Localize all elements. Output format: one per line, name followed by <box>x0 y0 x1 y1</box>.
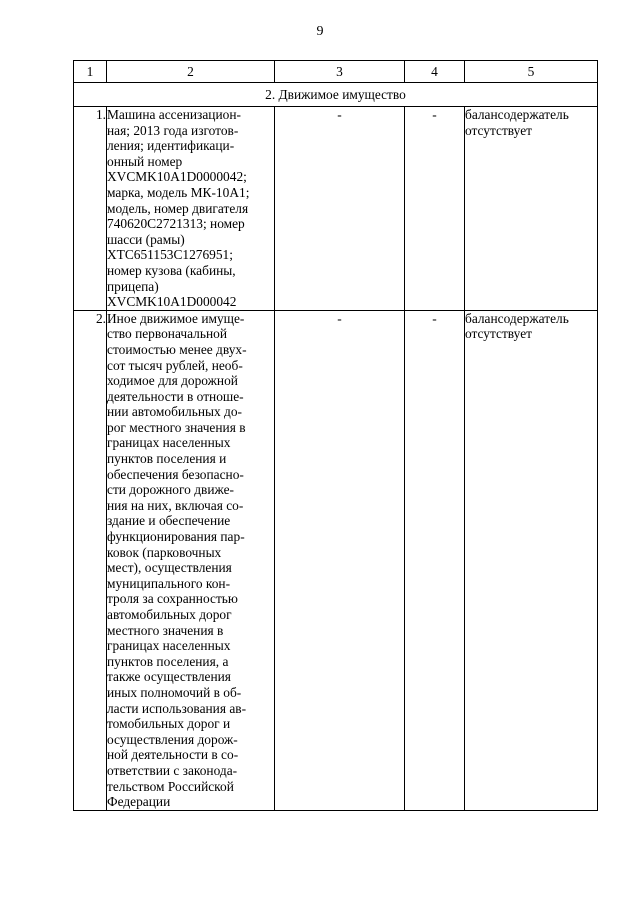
column-header-5: 5 <box>465 61 598 83</box>
column-header-2: 2 <box>107 61 275 83</box>
row-description: Иное движимое имуще- ство первоначальной стоимостью менее двух- сот тысяч рублей, необ- ходимое для дорожной деятельности в отноше- нии автомобильных до- рог местного значения в границах населенных пунктов поселения и обеспечения безопасно- сти дорожного движе- ния на них, включая со- здание и обеспечение функционирования пар- ковок (парковочных мест), осуществления муниципального кон- троля за сохранностью автомобильных дорог местного значения в границах населенных пунктов поселения, а также осуществления иных полномочий в об- ласти использования ав- томобильных дорог и осуществления дорож- ной деятельности в со- ответствии с законода- тельством Российской Федерации <box>107 310 275 810</box>
row-holder: балансодержатель отсутствует <box>465 310 598 810</box>
table-row <box>74 107 598 311</box>
row-number: 1. <box>74 107 107 311</box>
row-col4: - <box>405 107 465 311</box>
column-header-1: 1 <box>74 61 107 83</box>
row-col3: - <box>275 310 405 810</box>
section-title: 2. Движимое имущество <box>74 83 598 107</box>
row-col3: - <box>275 107 405 311</box>
table-row <box>74 310 598 810</box>
row-col4: - <box>405 310 465 810</box>
table-header-row <box>74 61 598 83</box>
row-description: Машина ассенизацион- ная; 2013 года изготов- ления; идентификаци- онный номер XVCMK10A1D0000042; марка, модель МК-10А1; модель, номер двигателя 740620С2721313; номер шасси (рамы) XTC651153C1276951; номер кузова (кабины, прицепа) XVCMK10A1D000042 <box>107 107 275 311</box>
row-number: 2. <box>74 310 107 810</box>
column-header-4: 4 <box>405 61 465 83</box>
page-number: 9 <box>316 24 324 39</box>
column-header-3: 3 <box>275 61 405 83</box>
section-row <box>74 83 598 107</box>
row-holder: балансодержатель отсутствует <box>465 107 598 311</box>
property-table <box>73 60 598 811</box>
